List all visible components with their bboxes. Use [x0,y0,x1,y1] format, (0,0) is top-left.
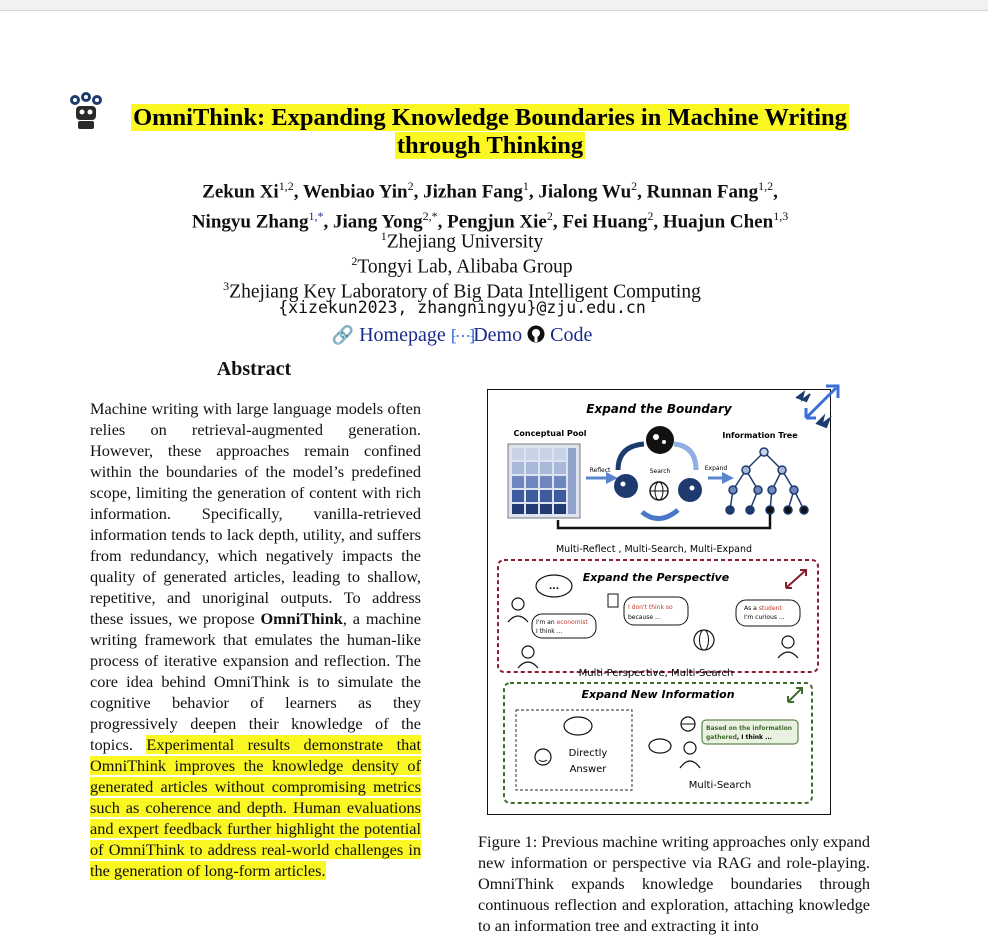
based-line-1: Based on the information [706,725,793,732]
author-sup: 1,3 [773,209,789,224]
expand-label: Expand [704,465,728,472]
author-name: Runnan Fang [646,181,759,203]
reflect-head-icon [614,474,638,498]
author-sup: 2 [631,179,638,193]
globe-perspective-icon [694,630,714,650]
svg-text:gathered, I think ... [706,734,772,741]
thought-cloud-icon [564,717,592,735]
author-sup: 1 [522,179,529,193]
paper-title [60,104,920,160]
economist-bubble [532,614,596,638]
multi-search-label: Multi-Search [688,780,752,791]
cycle-arrow-left [618,444,644,470]
based-rest: , I think ... [736,734,772,741]
smiley-icon [535,749,551,765]
person-economist-icon [508,598,528,622]
student-post: I'm curious ... [744,614,785,621]
directly-label: Directly [568,748,608,759]
econ-pre: I'm an [536,619,557,626]
perspective-title: Expand the Perspective [582,571,730,584]
author-line-2: Ningyu Zhang$^{1,*}$, Jiang Yong$^{2,*}$, Pengjun Xie$^2$, Fei Huang$^2$, Huajun Chen$^{1,3}$ [191,209,789,233]
author-name: Jiang Yong [333,211,423,233]
dont-think-1: I don't think so [628,604,673,611]
dont-think-2: because ... [628,614,661,621]
affiliation-text: Tongyi Lab, Alibaba Group [357,256,573,278]
author-sup: 2 [407,179,414,193]
based-on-info-bubble [702,720,798,744]
author-line-1: Zekun Xi$^{1,2}$, Wenbiao Yin$^2$, Jizhan Fang$^1$, Jialong Wu$^2$, Runnan Fang$^{1,2}$, [202,179,778,203]
affiliation-text: Zhejiang University [386,231,544,253]
search-label: Search [649,468,671,475]
abstract-highlight: Experimental results demonstrate that OmniThink improves the knowledge density of generated articles without compromising metrics such as coherence and depth. Human evaluations and expert feedback further highlight the potential of OmniThink to address real-world challenges in the generation of long-form articles. [90,735,421,880]
abstract-body [90,398,421,881]
author-sup: 2 [546,209,553,224]
svg-text:As a student [744,605,782,612]
conceptual-pool-grid [508,444,580,518]
perspective-label: Multi-Perspective, Multi-Search [578,668,734,679]
ellipsis-bubble [536,575,572,597]
author-sup: 1,2 [278,179,294,193]
author-name: Pengjun Xie [447,211,547,233]
github-icon [527,325,545,343]
person-researcher-icon [680,742,700,768]
person-student-icon [778,636,798,658]
author-name: Jialong Wu [538,181,632,203]
globe-new-info-icon [681,717,695,731]
code-link[interactable]: Code [550,324,593,346]
information-tree-label: Information Tree [722,431,798,440]
abstract-bold-name: OmniThink [260,609,343,628]
expand-info-icon [788,688,802,702]
author-name: Ningyu Zhang [191,211,309,233]
author-sup: 1,* [308,209,324,224]
student-word: student [758,605,782,612]
globe-icon [650,482,668,500]
contact-email: {xizekun2023, zhangningyu}@zju.edu.cn [278,298,646,317]
cycle-arrow-bottom [642,510,678,519]
affiliation-sup: 1 [380,229,387,243]
figure-1 [487,389,831,815]
author-name: Fei Huang [562,211,648,233]
expand-perspective-icon [786,570,806,588]
boundary-title: Expand the Boundary [586,402,732,416]
thought-cloud-2-icon [649,739,671,753]
figure-caption: Figure 1: Previous machine writing approaches only expand new information or perspective via RAG and role-playing. OmniThink expands knowledge boundaries through continuous reflection and exploration, attaching knowledge to an information tree and extracting it into [478,832,871,935]
title-line-2: through Thinking [396,132,584,159]
reflect-label: Reflect [589,467,611,474]
author-name: Zekun Xi [202,181,279,203]
abstract-heading: Abstract [216,358,292,380]
bubble-dots: ... [548,582,560,592]
viewer-top-bar [0,0,988,11]
homepage-link[interactable]: Homepage [359,324,446,346]
author-name: Jizhan Fang [423,181,523,203]
multi-reflect-label: Multi-Reflect , Multi-Search, Multi-Expand [555,544,753,555]
econ-word: economist [556,619,588,626]
affiliation-text: Zhejiang Key Laboratory of Big Data Intelligent Computing [229,281,701,303]
demo-link[interactable]: Demo [473,324,523,346]
information-tree-diagram [726,448,808,514]
abstract-text: , a machine writing framework that emulates the human-like process of iterative expansion and reflection. The core idea behind OmniThink is to simulate the cognitive behavior of learners as they progressively deepen their knowledge of the topics. [90,609,422,754]
answer-label: Answer [569,764,607,775]
econ-post: I think ... [536,628,563,635]
expand-head-icon [678,478,702,502]
person-scholar-icon [518,646,538,668]
svg-text:I'm an economist [536,619,588,626]
affiliation-sup: 3 [223,279,230,293]
author-sup: 2 [647,209,654,224]
based-word: gathered [706,734,737,741]
disagree-bubble [624,597,688,625]
search-head-icon [646,426,674,454]
abstract-text: Machine writing with large language models often relies on retrieval-augmented generation. However, these approaches remain confined within the boundaries of the model’s predefined scope, limiting the generation of content with rich information. Specifically, vanilla-retrieved information tends to lack depth, utility, and suffers from redundancy, which negatively impacts the quality of generated articles, leading to shallow, repetitive, and unoriginal outputs. To address these issues, we propose [90,399,421,628]
new-info-title: Expand New Information [581,688,735,701]
author-name: Huajun Chen [662,211,774,233]
student-bubble [736,600,800,626]
figure-diagram [488,390,830,814]
student-pre: As a [744,605,759,612]
author-sup: 2,* [422,209,438,224]
demo-grid-icon: ⁅⋯⁆ [450,328,474,345]
link-chain-icon: 🔗 [331,325,355,345]
cycle-arrow-right [674,444,696,470]
expand-boundary-badge-icon [786,372,846,432]
affiliation-sup: 2 [351,254,358,268]
document-search-icon [608,594,618,607]
conceptual-pool-label: Conceptual Pool [513,429,587,438]
author-sup: 1,2 [758,179,774,193]
project-links [60,324,864,347]
author-name: Wenbiao Yin [302,181,408,203]
title-line-1: OmniThink: Expanding Knowledge Boundaries in Machine Writing [133,104,847,131]
